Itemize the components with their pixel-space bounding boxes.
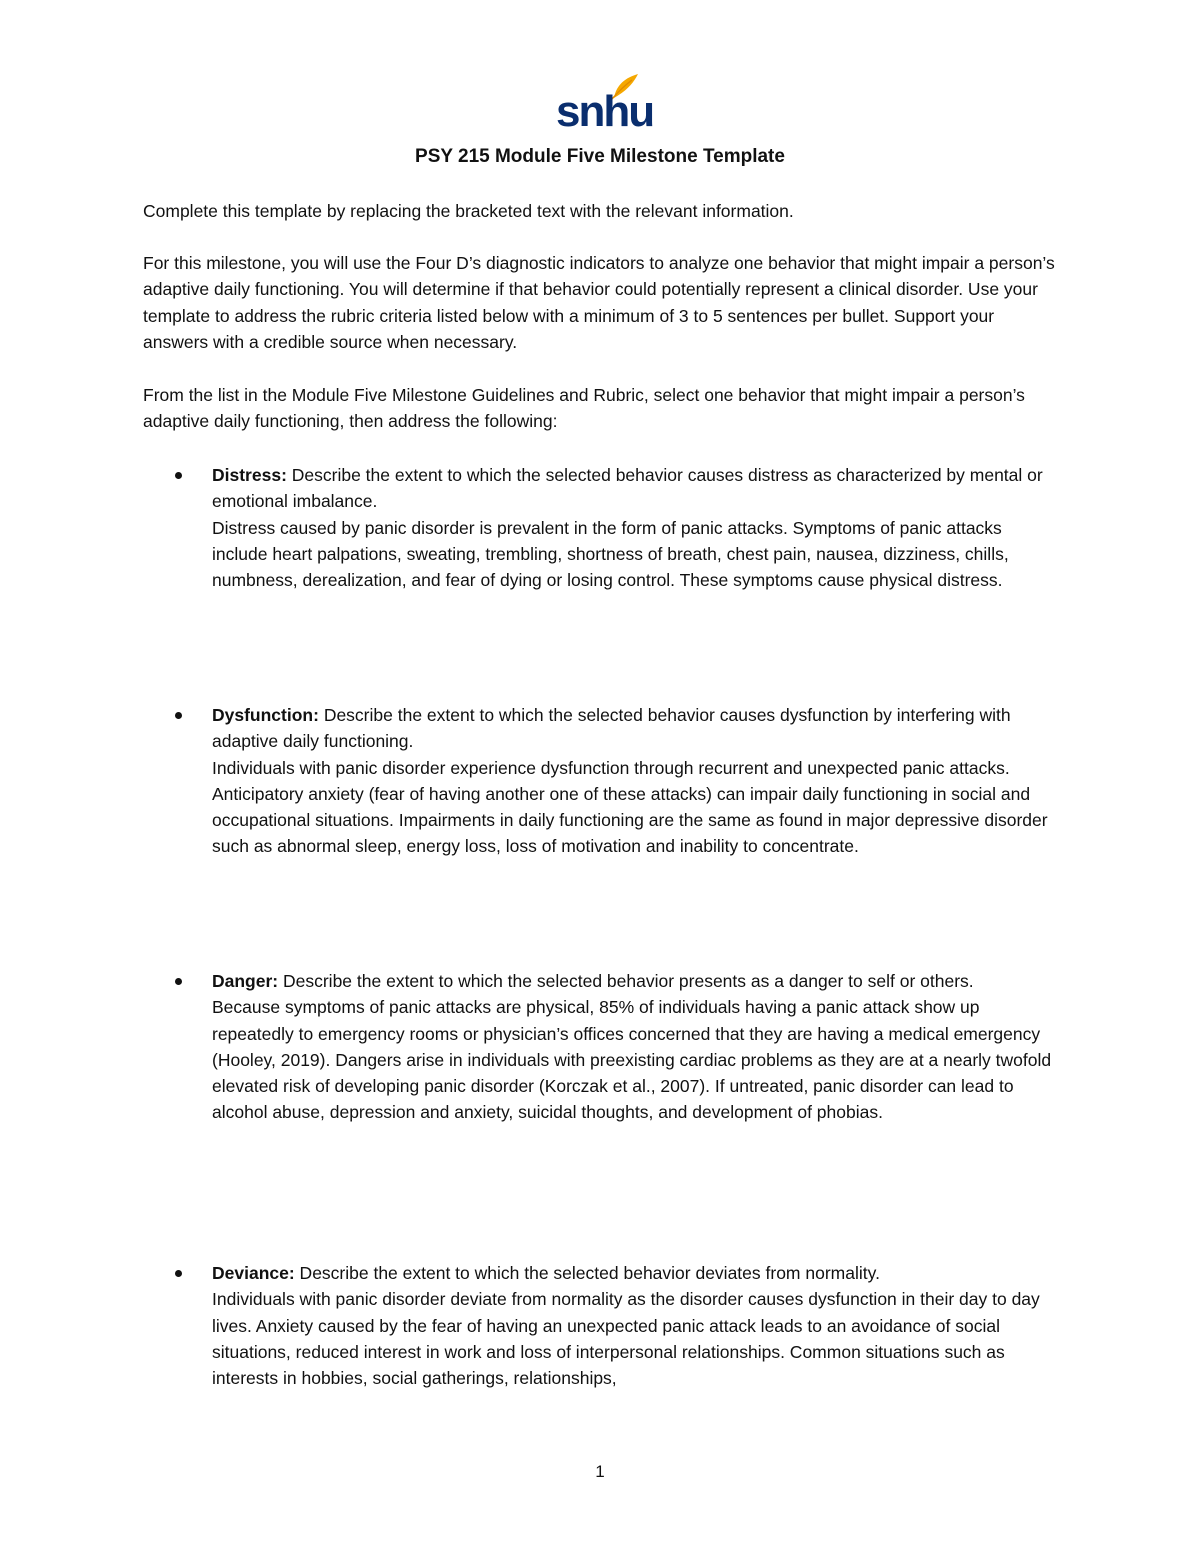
bullet-prompt-text: Describe the extent to which the selected behavior presents as a danger to self or others. <box>278 971 974 991</box>
page-number: 1 <box>595 1462 605 1481</box>
bullet-dot <box>175 1270 182 1277</box>
milestone-paragraph: For this milestone, you will use the Four D’s diagnostic indicators to analyze one behavior that might impair a person’s adaptive daily functioning. You will determine if that behavior could potentially represent a clinical disorder. Use your template to address the rubric criteria listed below with a minimum of 3 to 5 sentences per bullet. Support your answers with a credible source when necessary. <box>143 253 1055 352</box>
bullet-term: Distress: <box>212 465 287 485</box>
bullet-answer: Because symptoms of panic attacks are physical, 85% of individuals having a panic attack show up repeatedly to emergency rooms or physician’s offices concerned that they are having a medical emergency (Hooley, 2019). Dangers arise in individuals with preexisting cardiac problems as they are at a nearly twofold elevated risk of developing panic disorder (Korczak et al., 2007). If untreated, panic disorder can lead to alcohol abuse, depression and anxiety, suicidal thoughts, and development of phobias. <box>212 997 1052 1123</box>
bullet-answer: Individuals with panic disorder experience dysfunction through recurrent and unexpected panic attacks. Anticipatory anxiety (fear of having another one of these attacks) can impair daily functioning in social and occupational situations. Impairments in daily functioning are the same as found in major depressive disorder such as abnormal sleep, energy loss, loss of motivation and inability to concentrate. <box>212 757 1048 857</box>
bullet-prompt-text: Describe the extent to which the selected behavior causes distress as characterized by mental or emotional imbalance. <box>212 465 1043 512</box>
select-behavior-paragraph: From the list in the Module Five Milestone Guidelines and Rubric, select one behavior that might impair a person’s adaptive daily functioning, then address the following: <box>143 385 1025 432</box>
bullet-dot <box>175 472 182 479</box>
bullet-prompt <box>212 462 1062 515</box>
bullet-prompt-text: Describe the extent to which the selected behavior causes dysfunction by interfering with adaptive daily functioning. <box>212 705 1011 752</box>
bullet-body <box>212 968 1062 1126</box>
bullet-body <box>212 702 1062 860</box>
bullet-body <box>212 1260 1062 1391</box>
bullet-prompt-text: Describe the extent to which the selected behavior deviates from normality. <box>294 1263 880 1283</box>
instruction-paragraph: Complete this template by replacing the bracketed text with the relevant information. <box>143 201 794 221</box>
logo-wordmark: snhu <box>556 87 654 136</box>
bullet-dot <box>175 712 182 719</box>
bullet-body <box>212 462 1062 593</box>
document-title: PSY 215 Module Five Milestone Template <box>415 146 785 167</box>
bullet-prompt <box>212 968 1062 994</box>
bullet-answer: Individuals with panic disorder deviate from normality as the disorder causes dysfunction in their day to day lives. Anxiety caused by the fear of having an unexpected panic attack leads to an avoidance of social situations, reduced interest in work and loss of interpersonal relationships. Common situations such as interests in hobbies, social gatherings, relationships, <box>212 1289 1040 1389</box>
bullet-prompt <box>212 1260 1062 1286</box>
bullet-term: Deviance: <box>212 1263 295 1283</box>
snhu-logo <box>556 72 654 136</box>
bullet-answer: Distress caused by panic disorder is prevalent in the form of panic attacks. Symptoms of panic attacks include heart palpations, sweating, trembling, shortness of breath, chest pain, nausea, dizziness, chills, numbness, derealization, and fear of dying or losing control. These symptoms cause physical distress. <box>212 517 1009 591</box>
bullet-term: Danger: <box>212 971 279 991</box>
bullet-dot <box>175 978 182 985</box>
bullet-term: Dysfunction: <box>212 705 319 725</box>
bullet-prompt <box>212 702 1062 755</box>
